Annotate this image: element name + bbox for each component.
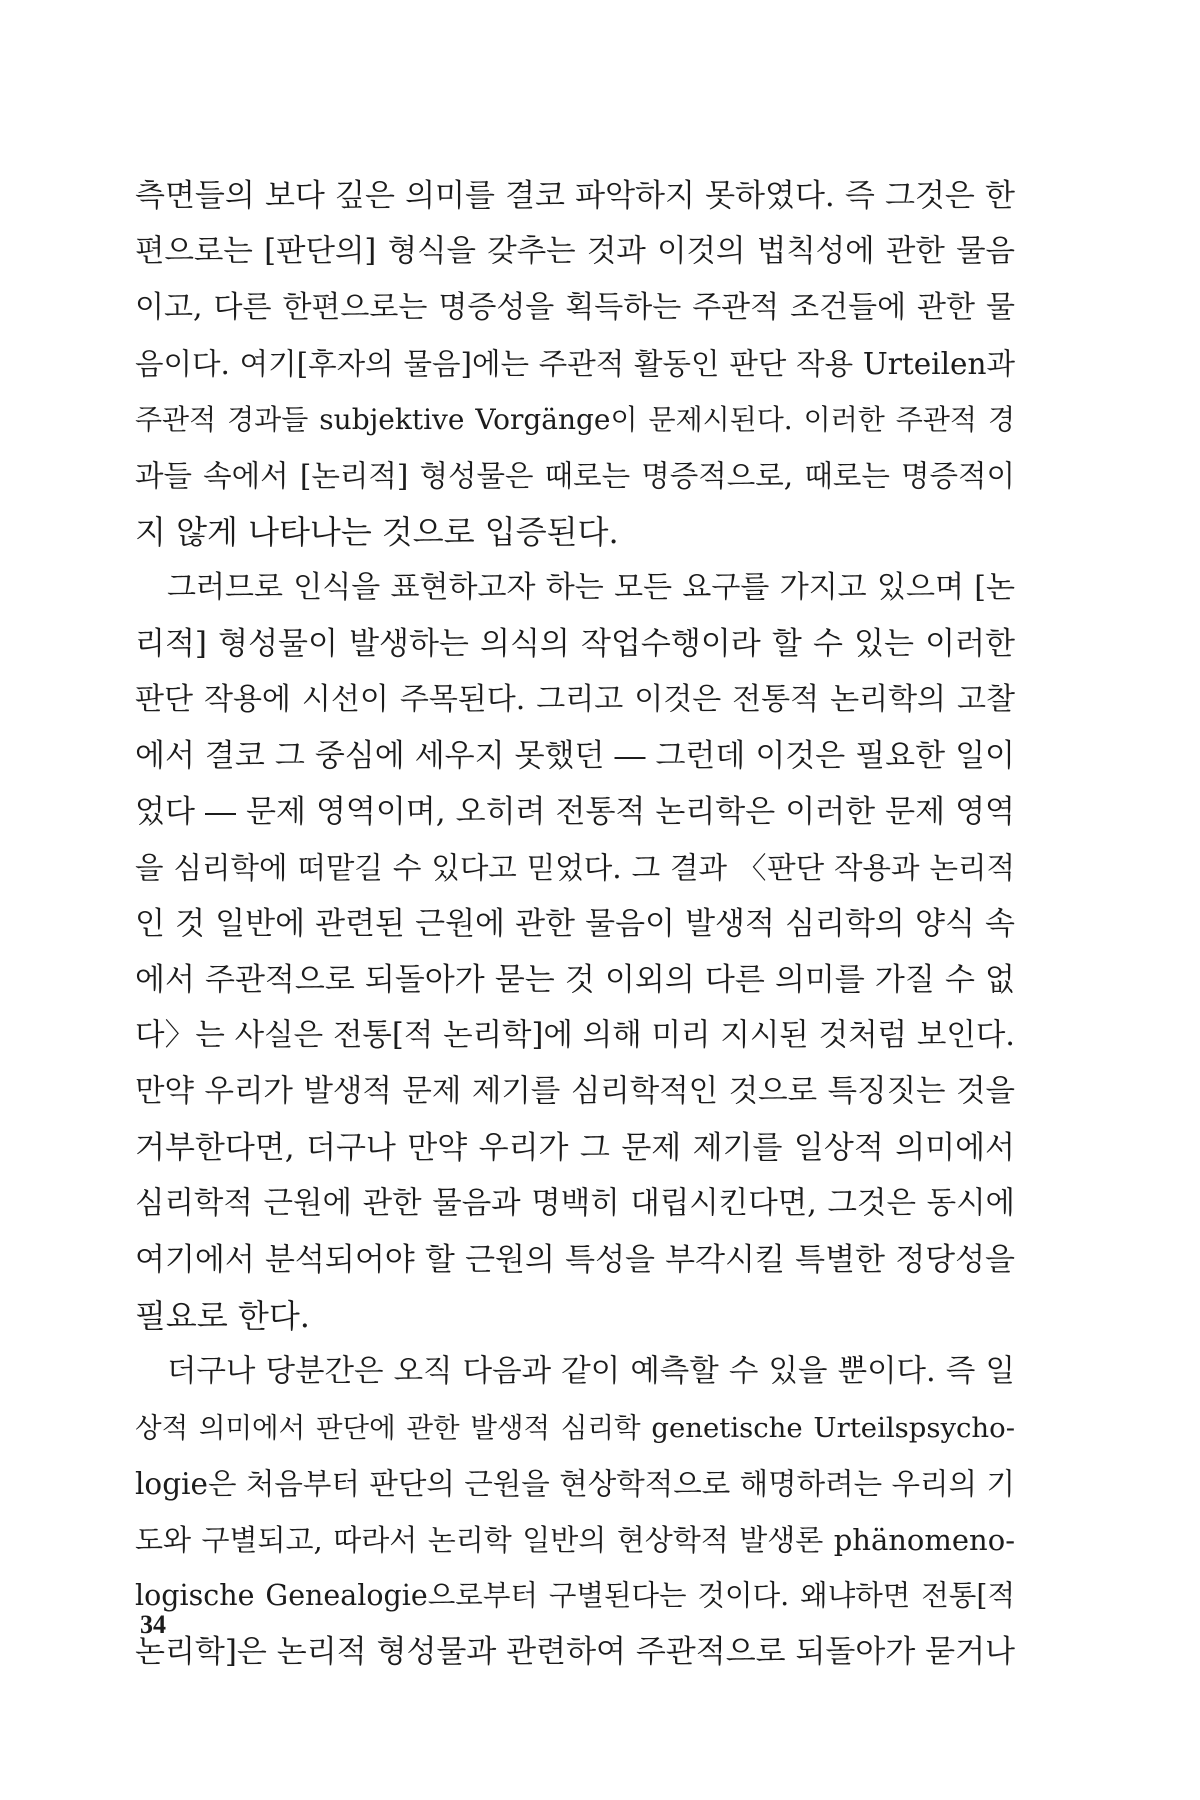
text-line: logische Genealogie으로부터 구별된다는 것이다. 왜냐하면 전통[적	[135, 1579, 1015, 1612]
text-line: 에서 주관적으로 되돌아가 묻는 것 이외의 다른 의미를 가질 수 없	[135, 962, 1015, 998]
text-line: 만약 우리가 발생적 문제 제기를 심리학적인 것으로 특징짓는 것을	[135, 1074, 1015, 1109]
page-number: 34	[140, 1610, 166, 1639]
text-line: 인 것 일반에 관련된 근원에 관한 물음이 발생적 심리학의 양식 속	[135, 906, 1015, 942]
text-line: 편으로는 [판단의] 형식을 갖추는 것과 이것의 법칙성에 관한 물음	[135, 234, 1015, 269]
text-line: 상적 의미에서 판단에 관한 발생적 심리학 genetische Urteilspsycho-	[135, 1412, 1015, 1444]
text-line: 필요로 한다.	[135, 1297, 310, 1335]
text-line: 리적] 형성물이 발생하는 의식의 작업수행이라 할 수 있는 이러한	[135, 626, 1015, 662]
body-text	[135, 168, 1015, 1680]
text-line: 었다 ― 문제 영역이며, 오히려 전통적 논리학은 이러한 문제 영역	[135, 794, 1015, 830]
text-line: 그러므로 인식을 표현하고자 하는 모든 요구를 가지고 있으며 [논	[167, 570, 1015, 605]
text-line: 지 않게 나타나는 것으로 입증된다.	[135, 513, 619, 551]
text-line: 과들 속에서 [논리적] 형성물은 때로는 명증적으로, 때로는 명증적이	[135, 459, 1015, 493]
text-line: 음이다. 여기[후자의 물음]에는 주관적 활동인 판단 작용 Urteilen과	[135, 347, 1015, 381]
text-line: 여기에서 분석되어야 할 근원의 특성을 부각시킬 특별한 정당성을	[135, 1242, 1015, 1278]
text-line: 심리학적 근원에 관한 물음과 명백히 대립시킨다면, 그것은 동시에	[135, 1186, 1015, 1221]
text-line: 도와 구별되고, 따라서 논리학 일반의 현상학적 발생론 phänomeno-	[135, 1523, 1015, 1557]
text-line: 측면들의 보다 깊은 의미를 결코 파악하지 못하였다. 즉 그것은 한	[135, 178, 1015, 214]
text-line: 주관적 경과들 subjektive Vorgänge이 문제시된다. 이러한 주관적 경	[135, 403, 1015, 436]
text-line: 다〉는 사실은 전통[적 논리학]에 의해 미리 지시된 것처럼 보인다.	[135, 1018, 1015, 1053]
text-line: 더구나 당분간은 오직 다음과 같이 예측할 수 있을 뿐이다. 즉 일	[167, 1354, 1015, 1389]
text-line: 을 심리학에 떠맡길 수 있다고 믿었다. 그 결과 〈판단 작용과 논리적	[135, 851, 1015, 885]
text-line: 판단 작용에 시선이 주목된다. 그리고 이것은 전통적 논리학의 고찰	[135, 682, 1015, 717]
text-line: 거부한다면, 더구나 만약 우리가 그 문제 제기를 일상적 의미에서	[135, 1130, 1015, 1166]
text-line: 이고, 다른 한편으로는 명증성을 획득하는 주관적 조건들에 관한 물	[135, 290, 1015, 325]
text-line: logie은 처음부터 판단의 근원을 현상학적으로 해명하려는 우리의 기	[135, 1467, 1015, 1501]
text-line: 논리학]은 논리적 형성물과 관련하여 주관적으로 되돌아가 묻거나	[135, 1634, 1015, 1670]
text-line: 에서 결코 그 중심에 세우지 못했던 ― 그런데 이것은 필요한 일이	[135, 738, 1015, 774]
